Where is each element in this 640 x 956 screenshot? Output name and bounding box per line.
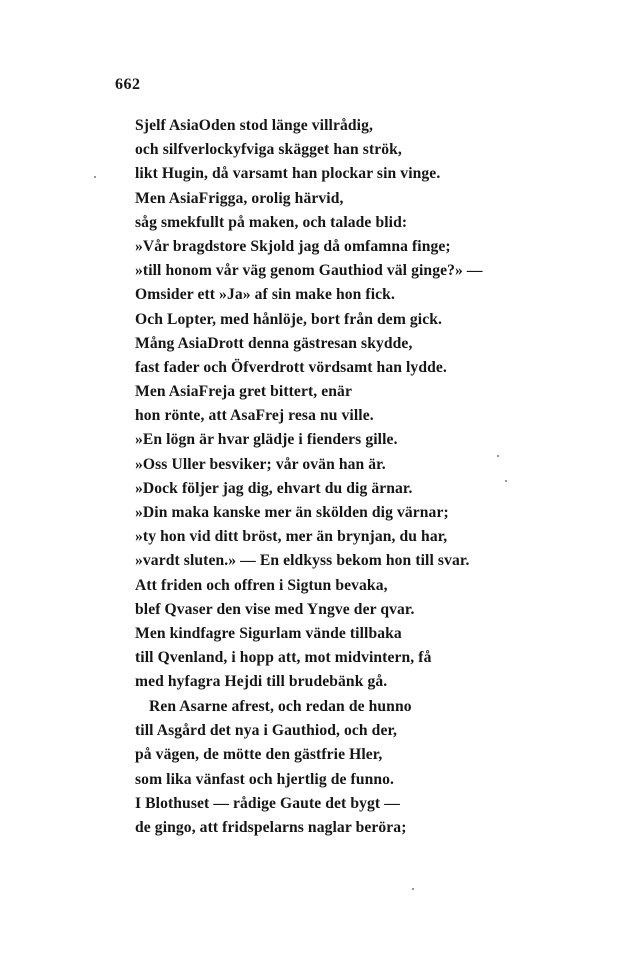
- verse-line: Men AsiaFrigga, orolig härvid,: [135, 189, 344, 207]
- verse-line: Sjelf AsiaOden stod länge villrådig,: [135, 117, 373, 134]
- verse-line: till Qvenland, i hopp att, mot midvintern, få: [135, 649, 432, 667]
- verse-line: Att friden och offren i Sigtun bevaka,: [135, 576, 388, 594]
- verse-line: Mång AsiaDrott denna gästresan skydde,: [135, 334, 413, 352]
- verse-line: Men kindfagre Sigurlam vände tillbaka: [135, 624, 402, 642]
- verse-line: »Dock följer jag dig, ehvart du dig ärnar.: [135, 479, 413, 497]
- verse-line: Och Lopter, med hånlöje, bort från dem gick.: [135, 310, 443, 328]
- verse-line: på vägen, de mötte den gästfrie Hler,: [135, 746, 383, 764]
- verse-line: fast fader och Öfverdrott vördsamt han lydde.: [135, 358, 447, 376]
- verse-line: »Vår bragdstore Skjold jag då omfamna finge;: [135, 237, 451, 255]
- verse-line: I Blothuset — rådige Gaute det bygt —: [135, 794, 400, 812]
- verse-line: »En lögn är hvar glädje i fienders gille.: [135, 431, 398, 449]
- verse-line: »vardt sluten.» — En eldkyss bekom hon till svar.: [135, 552, 470, 570]
- verse-line: Men AsiaFreja gret bittert, enär: [135, 383, 352, 401]
- verse-line: »Oss Uller besviker; vår ovän han är.: [135, 455, 386, 473]
- verse-line: de gingo, att fridspelarns naglar beröra;: [135, 818, 407, 836]
- paper-speck: [94, 176, 96, 178]
- verse-line: med hyfagra Hejdi till brudebänk gå.: [135, 673, 388, 691]
- verse-line: och silfverlockyfviga skägget han strök,: [135, 141, 402, 159]
- verse-line: till Asgård det nya i Gauthiod, och der,: [135, 722, 398, 740]
- stanza-1: [135, 114, 483, 695]
- verse-line: »till honom vår väg genom Gauthiod väl ginge?» —: [135, 262, 483, 280]
- page-number: 662: [115, 76, 141, 93]
- verse-line: såg smekfullt på maken, och talade blid:: [135, 213, 408, 231]
- verse-line-indented: Ren Asarne afrest, och redan de hunno: [149, 698, 412, 715]
- paper-speck: [412, 888, 414, 890]
- verse-line: hon rönte, att AsaFrej resa nu ville.: [135, 407, 374, 425]
- verse-line: likt Hugin, då varsamt han plockar sin vinge.: [135, 165, 441, 183]
- verse-line: Omsider ett »Ja» af sin make hon fick.: [135, 286, 395, 304]
- paper-speck: [505, 480, 507, 482]
- verse-line: »ty hon vid ditt bröst, mer än brynjan, du har,: [135, 528, 448, 546]
- paper-speck: [497, 455, 499, 457]
- verse-line: »Din maka kanske mer än skölden dig värnar;: [135, 504, 449, 521]
- verse-line: som lika vänfast och hjertlig de funno.: [135, 770, 395, 788]
- verse-line: blef Qvaser den vise med Yngve der qvar.: [135, 600, 415, 618]
- stanza-2: [135, 695, 412, 840]
